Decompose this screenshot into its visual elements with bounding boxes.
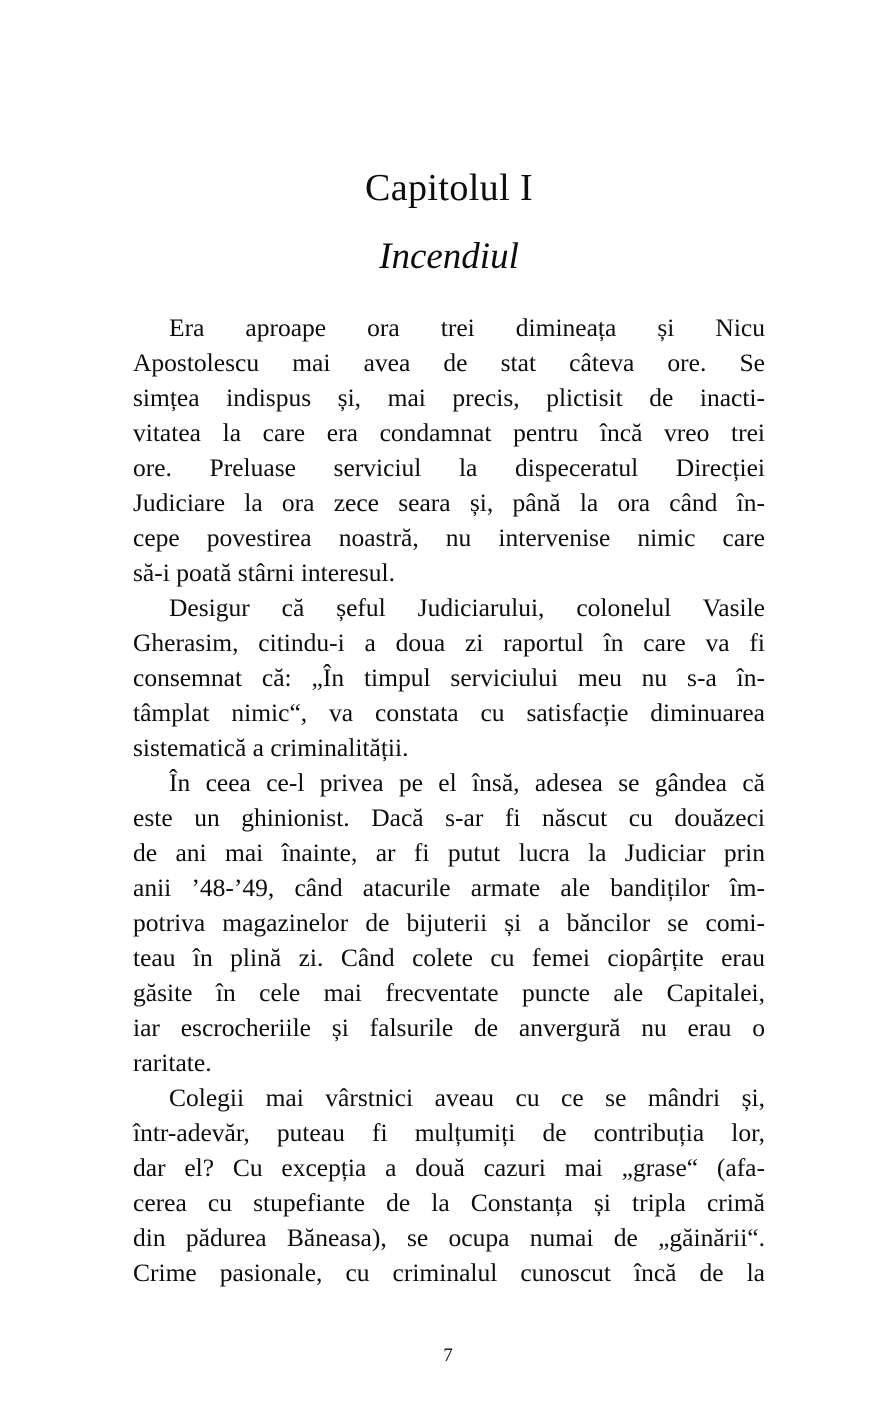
paragraph: [133, 1080, 765, 1290]
text-line: simțea indispus și, mai precis, plictisit de inacti-: [133, 383, 765, 412]
text-line: Era aproape ora trei dimineața și Nicu: [169, 313, 765, 342]
text-line: sistematică a criminalității.: [133, 733, 409, 762]
text-line: dar el? Cu excepția a două cazuri mai „grase“ (afa-: [133, 1153, 765, 1182]
paragraph: [133, 310, 765, 590]
text-line: din pădurea Băneasa), se ocupa numai de „găinării“.: [133, 1223, 765, 1252]
text-line: să-i poată stârni interesul.: [133, 558, 395, 587]
text-line: teau în plină zi. Când colete cu femei ciopârțite erau: [133, 943, 765, 972]
text-line: consemnat că: „În timpul serviciului meu nu s-a în-: [133, 663, 765, 692]
text-line: raritate.: [133, 1048, 212, 1077]
text-line: În ceea ce-l privea pe el însă, adesea se gândea că: [169, 768, 765, 797]
text-line: vitatea la care era condamnat pentru încă vreo trei: [133, 418, 765, 447]
text-line: găsite în cele mai frecventate puncte ale Capitalei,: [133, 978, 765, 1007]
text-line: de ani mai înainte, ar fi putut lucra la Judiciar prin: [133, 838, 765, 867]
text-line: ore. Preluase serviciul la dispeceratul Direcției: [133, 453, 765, 482]
paragraph: [133, 765, 765, 1080]
text-line: tâmplat nimic“, va constata cu satisfacție diminuarea: [133, 698, 765, 727]
chapter-subtitle: Incendiul: [379, 236, 519, 277]
body-text: [133, 310, 765, 1290]
text-line: anii ’48-’49, când atacurile armate ale bandiților îm-: [133, 873, 765, 902]
text-line: Desigur că șeful Judiciarului, colonelul Vasile: [169, 593, 765, 622]
page-title: Capitolul I: [365, 167, 533, 209]
text-line: Apostolescu mai avea de stat câteva ore. Se: [133, 348, 765, 377]
page-number: 7: [443, 1345, 453, 1366]
text-line: Gherasim, citindu-i a doua zi raportul în care va fi: [133, 628, 765, 657]
text-line: potriva magazinelor de bijuterii și a băncilor se comi-: [133, 908, 765, 937]
text-line: iar escrocheriile și falsurile de anvergură nu erau o: [133, 1013, 765, 1042]
text-line: Colegii mai vârstnici aveau cu ce se mândri și,: [169, 1083, 765, 1112]
text-line: într-adevăr, puteau fi mulțumiți de contribuția lor,: [133, 1118, 765, 1147]
text-line: cepe povestirea noastră, nu intervenise nimic care: [133, 523, 765, 552]
text-line: Judiciare la ora zece seara și, până la ora când în-: [133, 488, 765, 517]
paragraph: [133, 590, 765, 765]
text-line: este un ghinionist. Dacă s-ar fi născut cu douăzeci: [133, 803, 765, 832]
text-line: cerea cu stupefiante de la Constanța și tripla crimă: [133, 1188, 765, 1217]
text-line: Crime pasionale, cu criminalul cunoscut încă de la: [133, 1258, 765, 1287]
